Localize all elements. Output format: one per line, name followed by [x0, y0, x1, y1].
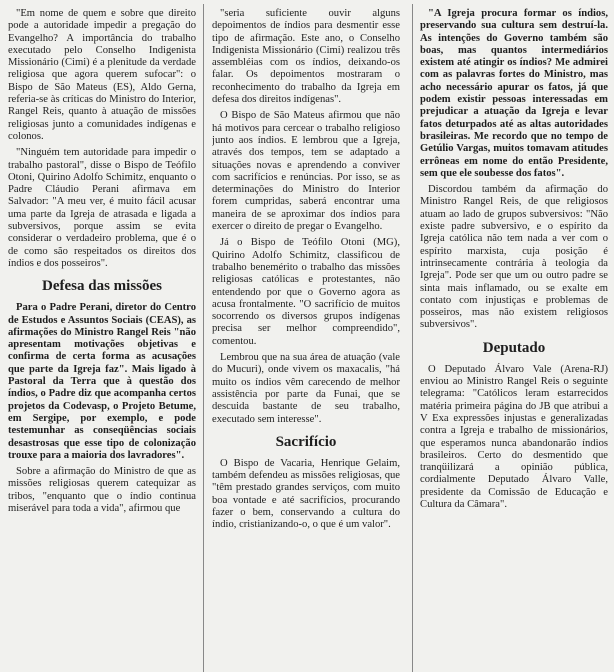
section-heading-defesa: Defesa das missões — [42, 278, 162, 295]
paragraph: Discordou também da afirmação do Ministro Rangel Reis, de que religiosos atuam ao lado de grupos subversivos: "Não existe padre subversivo, e o espírito da Igreja católica não tem nada a ver com o espírito marxista, cuja posição é intrinsecamente contrária à teologia da Igreja". Pode ser que um ou outro padre se sinta mais inflamado, ou se exalte em contato com injustiças e problemas de posseiros, mas não existem religiosos subversivos". — [420, 184, 608, 331]
bold-paragraph: Para o Padre Perani, diretor do Centro de Estudos e Assuntos Sociais (CEAS), as afirmações do Ministro Rangel Reis "não apresentam motivações objetivas e confirma de certa forma as acusações que parte da Igreja faz". Mais ligado à Pastoral da Terra que à questão dos índios, o Padre diz que acompanha certos projetos da Codevasp, o Projeto Betume, em Sergipe, por exemplo, e pode testemunhar as conseqüências sociais desastrosas que esse tipo de colonização trouxe para a maioria dos lavradores". — [8, 302, 196, 461]
paragraph: O Deputado Álvaro Vale (Arena-RJ) enviou ao Ministro Rangel Reis o seguinte telegrama: "Católicos leram estarrecidos matéria primeira página do JB que atribui a V Exa expressões injustas e generalizadas contra a Igreja e trabalho de missionários, que esperamos nunca abandonarão índios brasileiros. Certo do desmentido que tranqüilizará a opinião pública, cordialmente Deputado Álvaro Valle, presidente da Comissão de Educação e Cultura da Câmara". — [420, 363, 608, 510]
paragraph: "Ninguém tem autoridade para impedir o trabalho pastoral", disse o Bispo de Teófilo Otoni, Quirino Adolfo Schimitz, enquanto o Padre Cláudio Perani afirmava em Salvador: "A meu ver, é muito fácil acusar uma parte da Igreja de atrasada e ligada a subversivos, porque assim se evita considerar o verdadeiro problema, que é o de como são respeitados os direitos dos índios e dos posseiros". — [8, 147, 196, 269]
paragraph: Sobre a afirmação do Ministro de que as missões religiosas querem catequizar as tribos, "enquanto que o índio continua miserável para toda a vida", afirmou que — [8, 466, 196, 514]
bold-paragraph: "A Igreja procura formar os índios, preservando sua cultura sem destruí-la. As intenções do Governo também são boas, mas quantos intermediários existem até atingir os índios? Me admirei com as palavras fortes do Ministro, mas acho necessário apurar os fatos, já que podem existir pessoas interessadas em prejudicar a atuação da Igreja e levar fatos deturpados até as altas autoridades brasileiras. Me recordo que no tempo de Getúlio Vargas, muitos tomavam atitudes errôneas em nome do então Presidente, sem que ele soubesse dos fatos". — [420, 8, 608, 179]
paragraph: Já o Bispo de Teófilo Otoni (MG), Quirino Adolfo Schimitz, classificou de trabalho benemérito o trabalho das missões religiosas católicas e protestantes, não entendendo por que o Governo agora as acusa frontalmente. "O sacrifício de muitos socorrendo os diversos grupos indígenas precisa ser melhor compreendido", comentou. — [212, 237, 400, 347]
section-heading-sacrificio: Sacrifício — [275, 433, 337, 450]
article-column-1 — [8, 8, 196, 672]
paragraph: Lembrou que na sua área de atuação (vale do Mucuri), onde vivem os maxacalis, "há muito os índios vêm carecendo de melhor assistência por parte da Funai, que se descuida bastante de seu trabalho, executado sem interesse". — [212, 352, 400, 425]
paragraph: "Em nome de quem e sobre que direito pode a autoridade impedir a pregação do Evangelho? A importância do trabalho executado pelo Conselho Indigenista Missionário (Cimi) é a plenitude da verdade religiosa que agora querem sufocar": o Bispo de São Mateus (ES), Aldo Gerna, referia-se às críticas do Ministro do Interior, Rangel Reis, quanto à atuação de missões religiosas junto a comunidades indígenas e colonos. — [8, 8, 196, 142]
article-column-2 — [212, 8, 400, 672]
paragraph: O Bispo de São Mateus afirmou que não há motivos para cercear o trabalho religioso junto aos índios. E lembrou que a Igreja, através dos tempos, tem se adaptado a situações novas e aprendendo a conviver com sacrifícios e renúncias. Por isso, se as determinações do Ministro do Interior forem cumpridas, saberá encontrar uma maneira de se aproximar dos índios para exercer o direito de pregar o Evangelho. — [212, 110, 400, 233]
column-divider — [412, 4, 413, 672]
article-column-3 — [420, 8, 608, 672]
column-divider — [203, 4, 204, 672]
paragraph: O Bispo de Vacaria, Henrique Gelaim, também defendeu as missões religiosas, que "têm prestado grandes serviços, com muito boa vontade e até sacrifícios, procurando fazer o bem, conservando a cultura do índio, cristianizando-o, o que é um valor". — [212, 457, 400, 531]
section-heading-deputado: Deputado — [482, 339, 546, 356]
paragraph: "seria suficiente ouvir alguns depoimentos de índios para desmentir esse tipo de afirmação. Este ano, o Conselho Indigenista Missionário (Cimi) realizou três assembléias com os índios, deixando-os falar. Os depoimentos mostraram o reconhecimento do trabalho da Igreja em defesa dos direitos indígenas". — [212, 8, 400, 106]
